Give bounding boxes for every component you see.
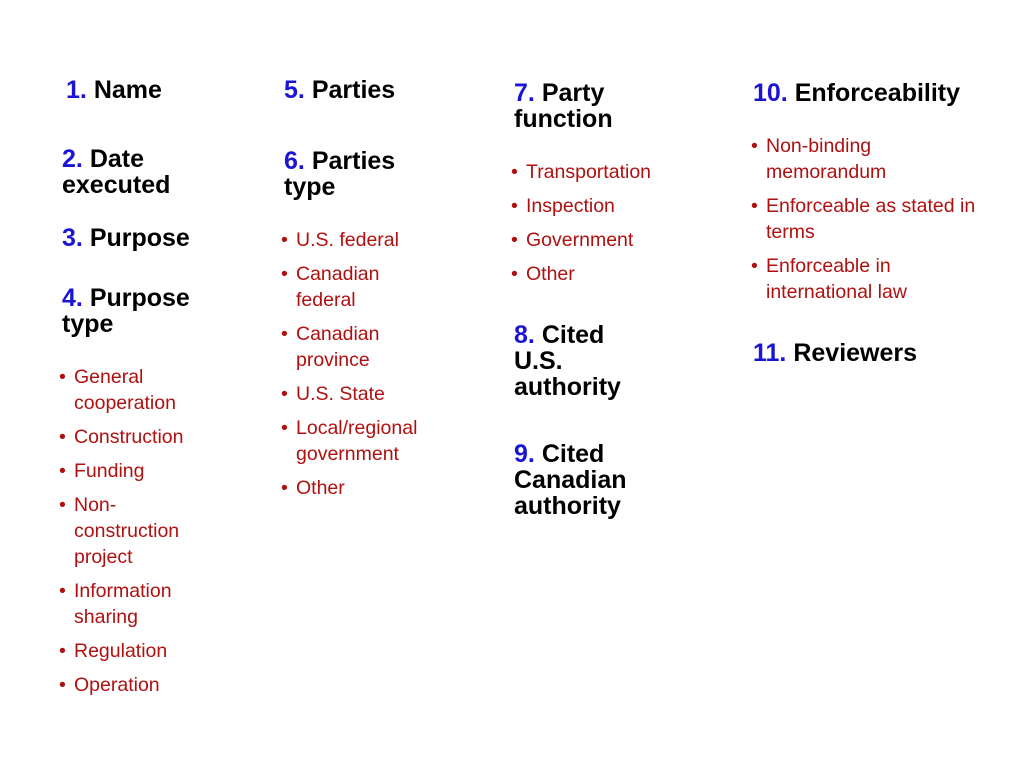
list-item: • Construction: [59, 424, 183, 450]
purpose-type-list: [59, 364, 183, 706]
parties-type-list: [281, 227, 417, 509]
heading-5-parties: [284, 77, 395, 103]
list-item: • U.S. federal: [281, 227, 417, 253]
heading-number: 1.: [66, 76, 87, 104]
heading-10-enforceability: [753, 80, 960, 106]
heading-text: Parties: [311, 76, 396, 104]
list-item: • Other: [281, 475, 417, 501]
heading-2-date-executed: [62, 146, 170, 198]
heading-text: Purpose: [89, 224, 190, 252]
list-item: • Canadian federal: [281, 261, 417, 313]
list-item: • Operation: [59, 672, 183, 698]
heading-number: 9.: [514, 440, 535, 468]
list-item: • U.S. State: [281, 381, 417, 407]
heading-text: Party: [541, 79, 605, 107]
heading-text: Reviewers: [793, 339, 918, 367]
heading-text-line2: Canadian: [514, 466, 627, 494]
heading-text-line2: type: [62, 310, 114, 338]
list-item: • Government: [511, 227, 651, 253]
heading-number: 6.: [284, 147, 305, 175]
heading-number: 4.: [62, 284, 83, 312]
heading-text: Parties: [311, 147, 396, 175]
list-item: • Funding: [59, 458, 183, 484]
list-item: • Enforceable in international law: [751, 253, 975, 305]
list-item: • Other: [511, 261, 651, 287]
list-item: • Canadian province: [281, 321, 417, 373]
heading-11-reviewers: [753, 340, 917, 366]
list-item: • Enforceable as stated in terms: [751, 193, 975, 245]
heading-1-name: [66, 77, 162, 103]
heading-number: 5.: [284, 76, 305, 104]
heading-text: Cited: [541, 440, 605, 468]
list-item: • Non- construction project: [59, 492, 183, 570]
heading-number: 7.: [514, 79, 535, 107]
heading-number: 11.: [753, 339, 787, 367]
heading-text: Name: [93, 76, 162, 104]
heading-text-line3: authority: [514, 492, 621, 520]
heading-text: Date: [89, 145, 144, 173]
heading-3-purpose: [62, 225, 190, 251]
party-function-list: [511, 159, 651, 295]
heading-text: Purpose: [89, 284, 190, 312]
heading-text: Cited: [541, 321, 605, 349]
heading-9-cited-canadian-authority: [514, 441, 627, 519]
enforceability-list: [751, 133, 975, 313]
list-item: • General cooperation: [59, 364, 183, 416]
list-item: • Inspection: [511, 193, 651, 219]
heading-text-line2: function: [514, 105, 613, 133]
heading-6-parties-type: [284, 148, 395, 200]
list-item: • Local/regional government: [281, 415, 417, 467]
heading-text-line2: type: [284, 173, 336, 201]
heading-7-party-function: [514, 80, 613, 132]
heading-number: 8.: [514, 321, 535, 349]
heading-number: 2.: [62, 145, 83, 173]
heading-8-cited-us-authority: [514, 322, 621, 400]
list-item: • Transportation: [511, 159, 651, 185]
heading-text-line2: U.S.: [514, 347, 563, 375]
heading-number: 10.: [753, 79, 788, 107]
list-item: • Non-binding memorandum: [751, 133, 975, 185]
heading-text-line3: authority: [514, 373, 621, 401]
heading-text: Enforceability: [794, 79, 961, 107]
heading-4-purpose-type: [62, 285, 190, 337]
list-item: • Information sharing: [59, 578, 183, 630]
heading-number: 3.: [62, 224, 83, 252]
heading-text-line2: executed: [62, 171, 171, 199]
list-item: • Regulation: [59, 638, 183, 664]
